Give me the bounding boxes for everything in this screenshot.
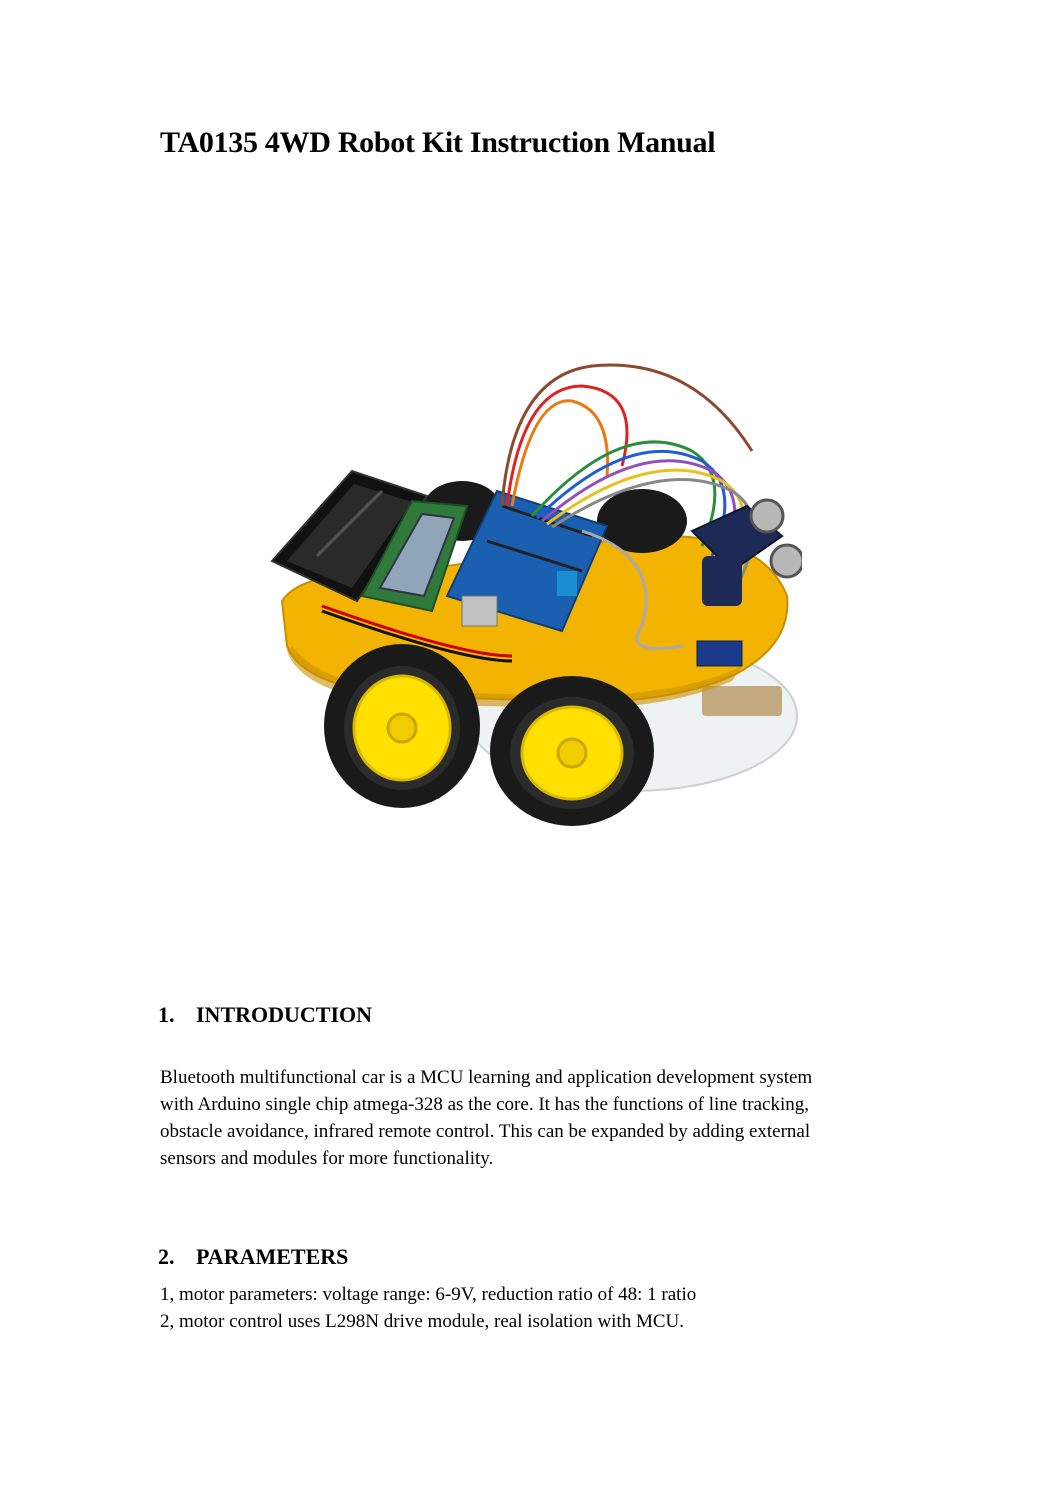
line-sensor (702, 686, 782, 716)
introduction-paragraph (160, 1064, 900, 1172)
servo-motor (702, 556, 742, 606)
section-heading-parameters (158, 1244, 348, 1270)
front-wheel-left (324, 644, 480, 808)
paragraph-line: obstacle avoidance, infrared remote control. This can be expanded by adding external (160, 1121, 811, 1142)
robot-car-illustration (262, 356, 802, 826)
parameter-line: 1, motor parameters: voltage range: 6-9V, reduction ratio of 48: 1 ratio (160, 1284, 697, 1305)
front-wheel-right (490, 676, 654, 826)
paragraph-line: sensors and modules for more functionality. (160, 1148, 494, 1169)
section-number: 1. (158, 1002, 175, 1027)
ir-module (697, 641, 742, 666)
ultrasonic-eye-top (751, 500, 783, 532)
parameter-line: 2, motor control uses L298N drive module, real isolation with MCU. (160, 1311, 685, 1332)
robot-car-photo (262, 356, 802, 826)
section-title: PARAMETERS (196, 1244, 349, 1269)
paragraph-line: Bluetooth multifunctional car is a MCU learning and application development system (160, 1067, 813, 1088)
document-title: TA0135 4WD Robot Kit Instruction Manual (160, 126, 716, 159)
paragraph-line: with Arduino single chip atmega-328 as the core. It has the functions of line tracking, (160, 1094, 809, 1115)
parameters-list (160, 1281, 900, 1335)
section-heading-introduction (158, 1002, 372, 1028)
section-number: 2. (158, 1244, 175, 1269)
section-title: INTRODUCTION (196, 1002, 373, 1027)
usb-port (462, 596, 497, 626)
terminal-block (557, 571, 577, 596)
ultrasonic-eye-bottom (771, 545, 802, 577)
